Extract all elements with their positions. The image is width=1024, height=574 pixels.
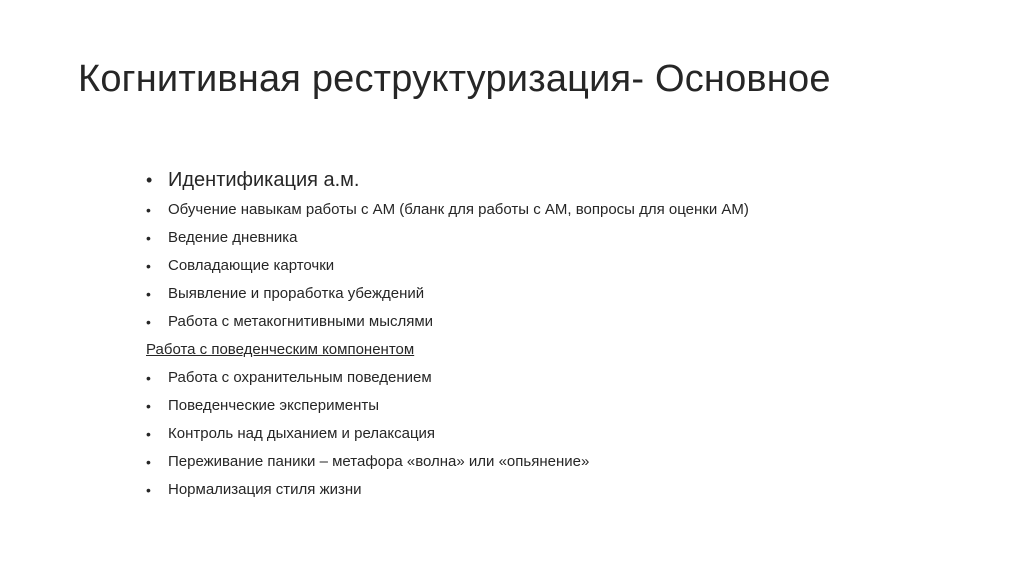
bullet-icon: •	[146, 314, 151, 330]
bullet-icon: •	[146, 170, 153, 190]
list-item-label: Идентификация а.м.	[168, 169, 360, 191]
list-item	[146, 254, 906, 282]
bullet-icon: •	[146, 202, 151, 218]
section-heading: Работа с поведенческим компонентом	[146, 341, 415, 358]
list-item	[146, 366, 906, 394]
list-item-label: Обучение навыкам работы с АМ (бланк для работы с АМ, вопросы для оценки АМ)	[168, 201, 749, 218]
list-item	[146, 450, 906, 478]
list-item	[146, 282, 906, 310]
bullet-icon: •	[146, 230, 151, 246]
bullet-icon: •	[146, 426, 151, 442]
list-item	[146, 226, 906, 254]
list-item-label: Работа с охранительным поведением	[168, 369, 432, 386]
list-item-label: Поведенческие эксперименты	[168, 397, 380, 414]
bullet-icon: •	[146, 370, 151, 386]
list-item-label: Ведение дневника	[168, 229, 298, 246]
list-item-label: Выявление и проработка убеждений	[168, 285, 425, 302]
list-item-label: Работа с метакогнитивными мыслями	[168, 313, 434, 330]
list-item-label: Переживание паники – метафора «волна» или «опьянение»	[168, 453, 590, 470]
bullet-icon: •	[146, 454, 151, 470]
bullet-list	[146, 166, 906, 506]
list-item-label: Совладающие карточки	[168, 257, 335, 274]
bullet-icon: •	[146, 258, 151, 274]
list-item-label: Нормализация стиля жизни	[168, 481, 362, 498]
list-item	[146, 478, 906, 506]
list-item-identification	[146, 166, 906, 196]
list-item	[146, 198, 906, 226]
bullet-icon: •	[146, 286, 151, 302]
slide-title: Когнитивная реструктуризация- Основное	[78, 58, 831, 100]
list-item	[146, 422, 906, 450]
list-item	[146, 310, 906, 338]
bullet-icon: •	[146, 398, 151, 414]
list-item	[146, 394, 906, 422]
list-item-label: Контроль над дыханием и релаксация	[168, 425, 436, 442]
bullet-icon: •	[146, 482, 151, 498]
